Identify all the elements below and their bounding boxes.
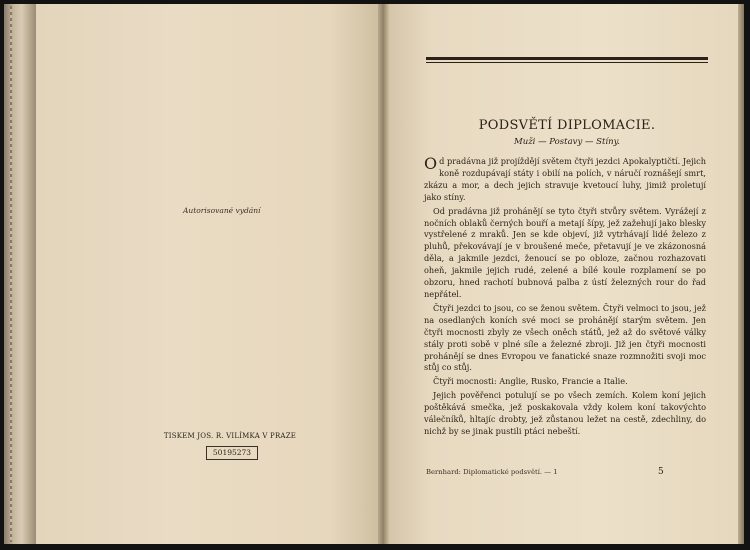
binding-stitching <box>10 6 12 542</box>
paragraph-1 <box>424 156 706 204</box>
drop-cap: O <box>424 154 438 173</box>
paragraph-3: Čtyři jezdci to jsou, co se ženou světem. Čtyři velmoci to jsou, jež na osedlaných koních své moci se prohánějí starým světem. Jen čtyři mocnosti zbyly ze všech oněch států, jež až do světové války stály proti sobě v plné síle a železné zbroji. Již jen čtyři mocnosti prohánějí se dnes Evropou ve fanatické snaze rozmnožiti svoji moc stůj co stůj. <box>424 302 706 373</box>
left-page <box>36 4 382 544</box>
paragraph-2: Od pradávna již prohánějí se tyto čtyři stvůry světem. Vyrážejí z nočních oblaků černých bouří a metají šípy, jež zažehují jako blesky vystřelené z mraků. Jen se kde objeví, již vytrhávají lidé železo z pluhů, překovávají je v broušené meče, přetavují je ve zkázonosná děla, a jakmile jezdci, ženoucí se po obloze, začnou rozhazovati oheň, jakmile jejich rudé, zelené a bílé koule rozplamení se po obzoru, hned rachotí bubnová palba z ústí železných rour do řad nepřátel. <box>424 205 706 299</box>
page-number: 5 <box>658 467 664 477</box>
chapter-title: PODSVĚTÍ DIPLOMACIE. <box>478 118 656 133</box>
printer-imprint: TISKEM JOS. R. VILÍMKA V PRAZE <box>163 432 297 440</box>
print-code-box: 50195273 <box>206 446 258 460</box>
chapter-subtitle: Muži — Postavy — Stíny. <box>514 137 620 147</box>
paragraph-5: Jejich pověřenci potulují se po všech zemích. Kolem koní jejich poštěkává smečka, jež poskakovala vždy kolem koní takovýchto válečníků, hltajíc drobty, jež zůstanou ležet na cestě, zdechliny, do nichž by se jinak pustili ptáci nebeští. <box>424 390 706 436</box>
paragraph-1-text: d pradávna již projíždějí světem čtyři jezdci Apokalyptičtí. Jejich koně rozdupávají státy i obilí na polích, v náručí roznášejí smrt, zkázu a mor, a dech jejich stravuje kvetoucí luhy, jimiž proletují jako stíny. <box>424 156 706 202</box>
footer-signature: Bernhard: Diplomatické podsvětí. — 1 <box>426 468 558 476</box>
header-rule-thin <box>426 62 708 63</box>
header-rule-thick <box>426 57 708 60</box>
book-binding <box>4 4 36 544</box>
body-text <box>424 156 706 440</box>
paragraph-4: Čtyři mocnosti: Anglie, Rusko, Francie a Italie. <box>433 376 628 387</box>
right-page-edge <box>738 4 744 544</box>
edition-note: Autorisované vydání <box>183 206 261 215</box>
page-gutter <box>378 4 390 544</box>
